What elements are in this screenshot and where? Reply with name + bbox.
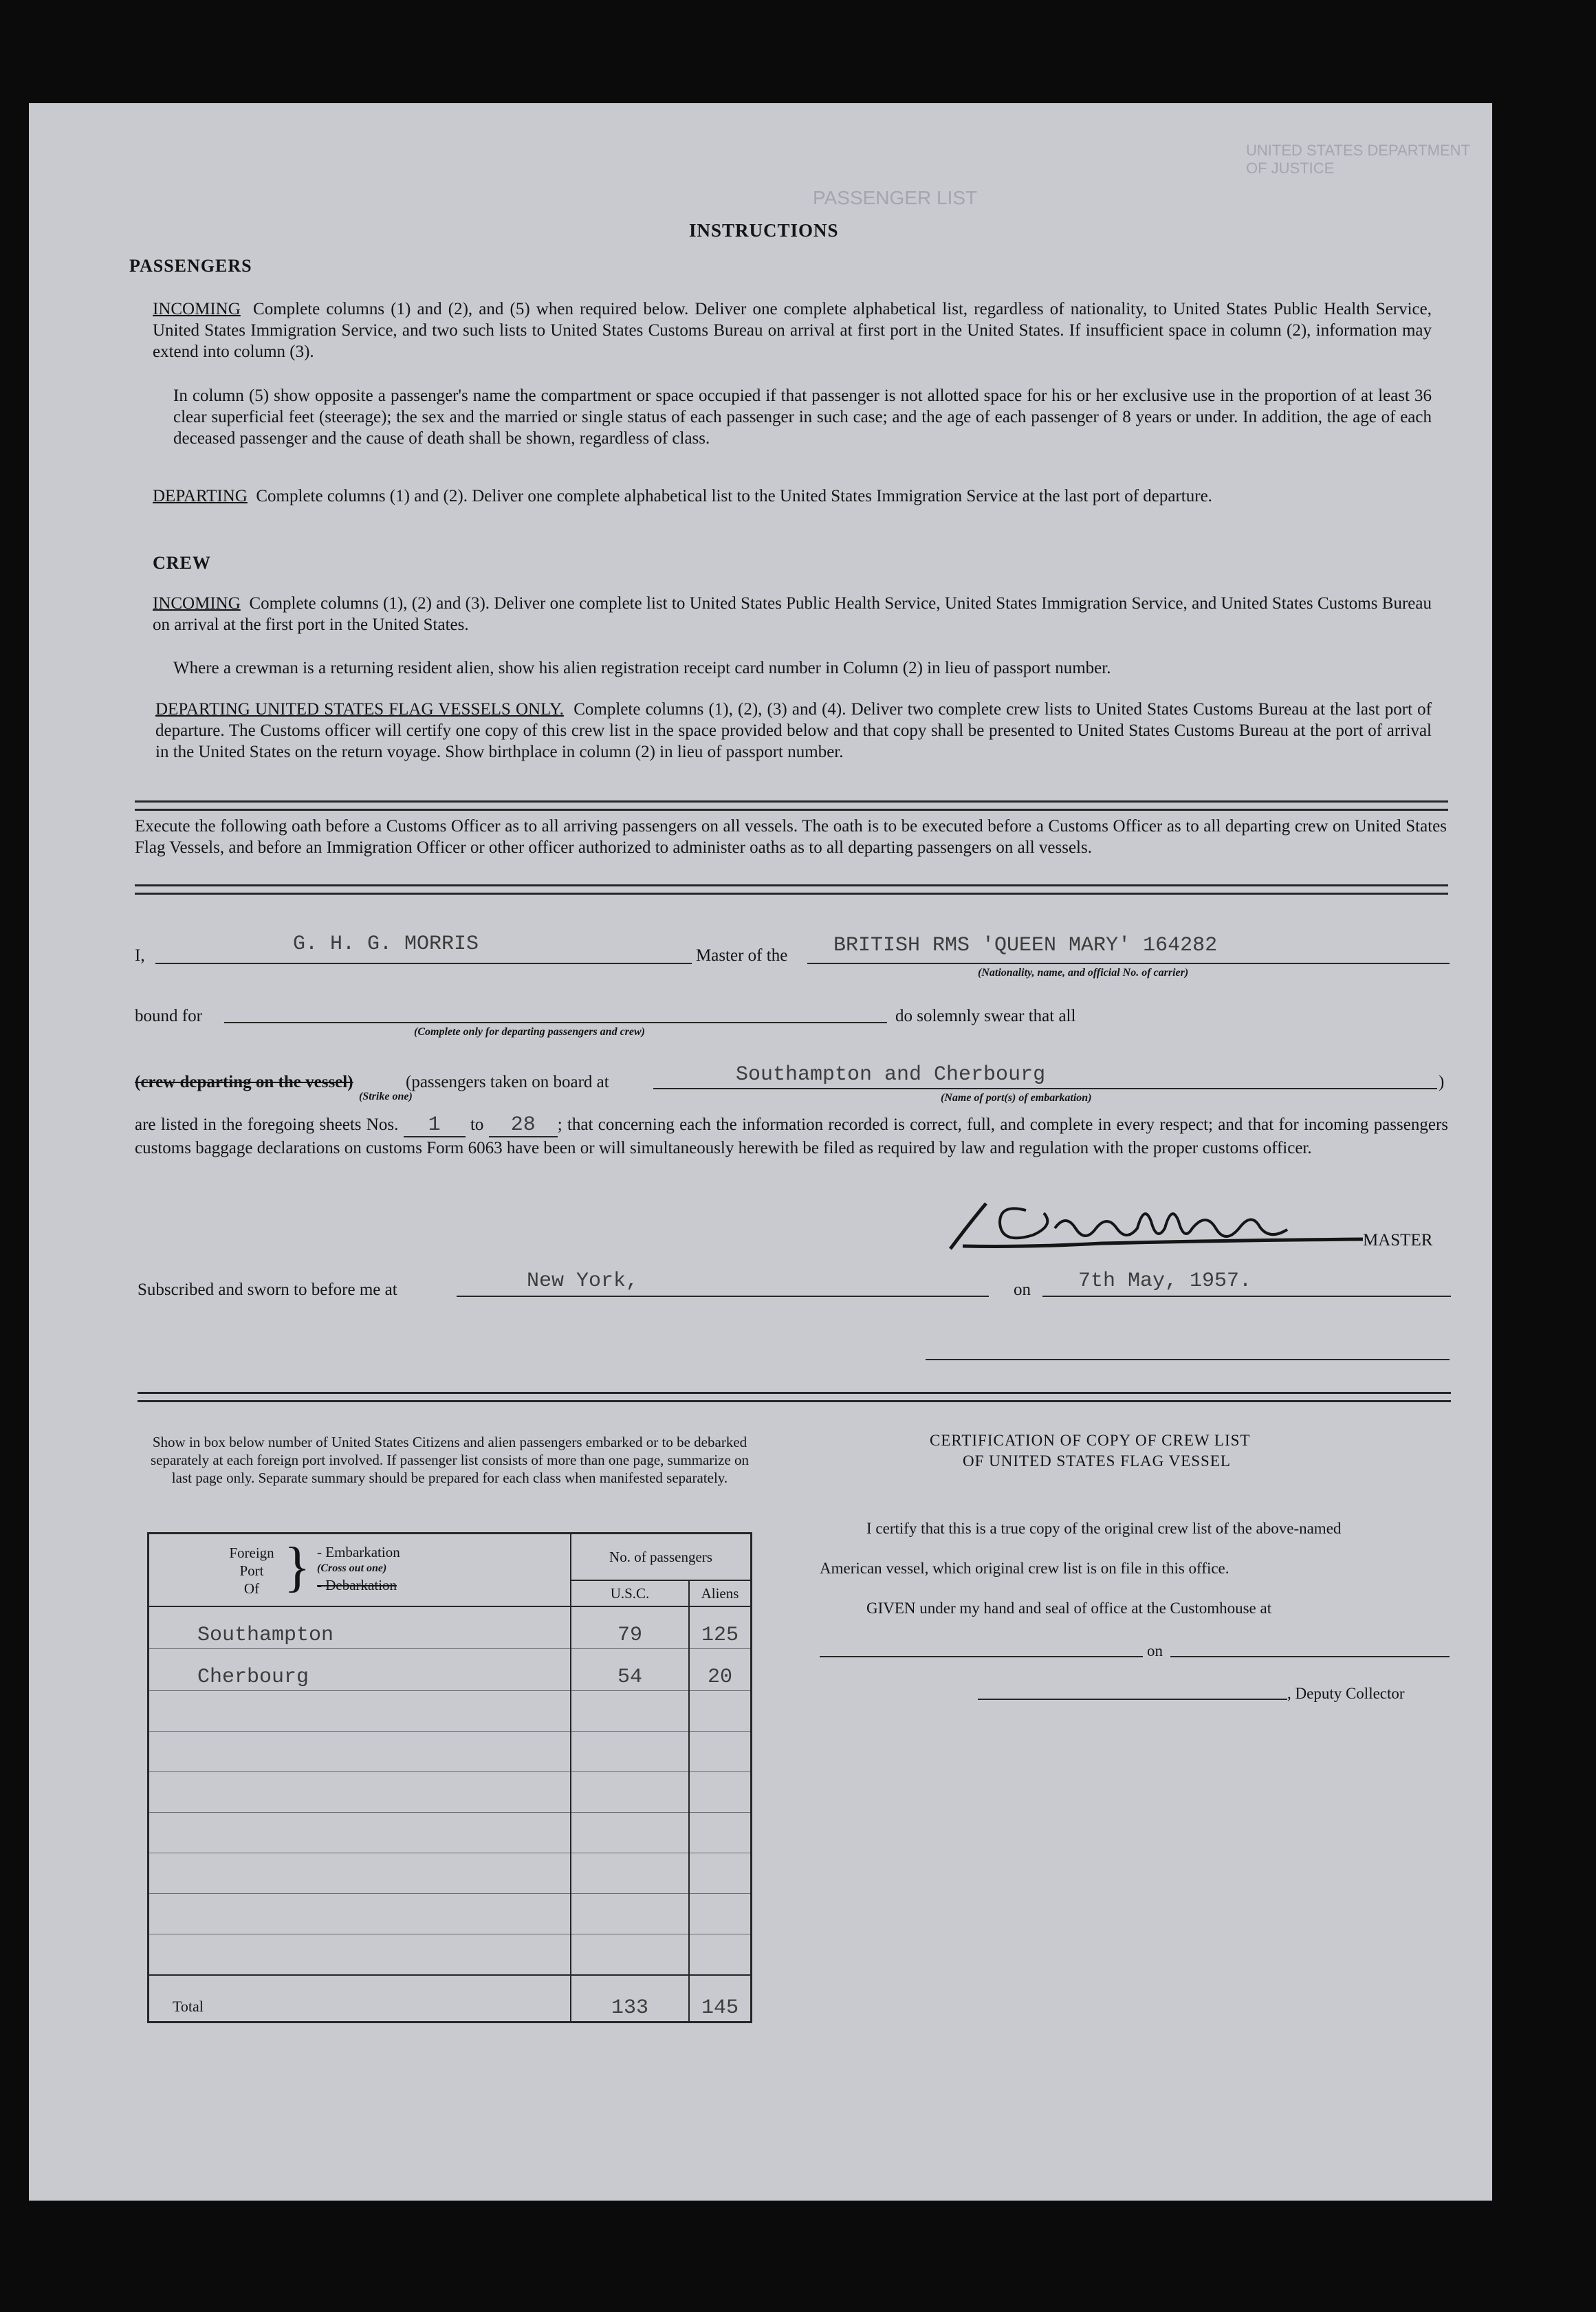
master-name-line <box>155 963 692 964</box>
total-label: Total <box>149 1975 571 2022</box>
certification-heading-2: OF UNITED STATES FLAG VESSEL <box>963 1452 1231 1470</box>
passengers-count-header: No. of passengers <box>571 1534 752 1581</box>
ports-caption: (Name of port(s) of embarkation) <box>941 1092 1092 1104</box>
passengers-departing-label: DEPARTING <box>153 487 248 505</box>
total-row <box>149 1975 752 2022</box>
certification-text-1: I certify that this is a true copy of the original crew list of the above-named <box>866 1520 1342 1537</box>
passengers-taken-label: (passengers taken on board at <box>406 1073 609 1091</box>
crew-heading: CREW <box>153 553 211 573</box>
sworn-label: Subscribed and sworn to before me at <box>138 1280 397 1299</box>
sheet-from: 1 <box>404 1115 466 1137</box>
row-port: Southampton <box>149 1606 571 1649</box>
certification-date-line <box>1170 1656 1450 1657</box>
certification-text-2: American vessel, which original crew list is on file in this office. <box>820 1560 1229 1577</box>
crew-incoming-paragraph <box>153 593 1432 635</box>
sworn-place: New York, <box>527 1269 639 1293</box>
column5-paragraph: In column (5) show opposite a passenger's name the compartment or space occupied if that passenger is not allotted space for his or her exclusive use in the proportion of at least 36 clear superficial feet (steerage); the sex and the married or single status of each passenger in such case; and the age of each passenger of 8 years or under. In addition, the age of each deceased passenger and the cause of death shall be shown, regardless of class. <box>173 386 1432 448</box>
empty-row <box>149 1813 752 1853</box>
sheet-to: 28 <box>489 1115 558 1137</box>
empty-row <box>149 1732 752 1772</box>
customhouse-line <box>820 1656 1143 1657</box>
table-row <box>149 1649 752 1691</box>
bleed-through-department: UNITED STATES DEPARTMENT OF JUSTICE <box>1246 142 1470 177</box>
empty-row <box>149 1934 752 1976</box>
section-divider <box>135 800 1448 811</box>
sworn-date-line <box>1042 1296 1451 1297</box>
master-label: MASTER <box>1363 1231 1433 1250</box>
passengers-heading: PASSENGERS <box>129 256 252 276</box>
certification-heading-1: CERTIFICATION OF COPY OF CREW LIST <box>930 1432 1251 1449</box>
crew-departing-label: DEPARTING UNITED STATES FLAG VESSELS ONLY. <box>155 700 564 719</box>
deputy-collector-label: , Deputy Collector <box>1287 1685 1405 1702</box>
master-of-label: Master of the <box>696 946 788 965</box>
row-port: Cherbourg <box>149 1649 571 1691</box>
passengers-departing-paragraph <box>153 486 1432 507</box>
crew-departing-struck: (crew departing on the vessel) <box>135 1073 353 1091</box>
row-aliens: 125 <box>689 1606 752 1649</box>
strike-caption: (Strike one) <box>359 1091 413 1102</box>
sworn-place-line <box>457 1296 989 1297</box>
sheets-paragraph <box>135 1114 1448 1159</box>
empty-row <box>149 1691 752 1732</box>
port-label: Port <box>239 1562 264 1579</box>
table-row <box>149 1606 752 1649</box>
aliens-header: Aliens <box>689 1580 752 1606</box>
summary-divider <box>138 1392 1451 1402</box>
deputy-signature-line <box>978 1699 1287 1700</box>
row-usc: 54 <box>571 1649 689 1691</box>
usc-header: U.S.C. <box>571 1580 689 1606</box>
carrier-name: BRITISH RMS 'QUEEN MARY' 164282 <box>833 934 1218 957</box>
bound-for-caption: (Complete only for departing passengers and crew) <box>414 1026 645 1038</box>
master-signature <box>923 1180 1377 1263</box>
row-usc: 79 <box>571 1606 689 1649</box>
empty-row <box>149 1772 752 1813</box>
passengers-incoming-paragraph <box>153 298 1432 362</box>
cross-out-caption: (Cross out one) <box>317 1562 387 1574</box>
ports-line <box>653 1088 1437 1089</box>
officer-signature-line <box>926 1359 1450 1360</box>
summary-instructions: Show in box below number of United States Citizens and alien passengers embarked or to be debarked separately at each foreign port involved. If passenger list consists of more than one page, summarize on last page only. Separate summary should be prepared for each class when manifested separately. <box>150 1434 750 1486</box>
to-label: to <box>470 1115 484 1134</box>
passengers-incoming-label: INCOMING <box>153 300 241 318</box>
oath-divider <box>135 884 1448 895</box>
bound-for-line <box>224 1022 887 1023</box>
ports-close-paren: ) <box>1439 1073 1445 1091</box>
debarkation-struck: - Debarkation <box>317 1577 397 1593</box>
swear-label: do solemnly swear that all <box>895 1007 1076 1025</box>
oath-i-label: I, <box>135 946 145 965</box>
embarkation-label: - Embarkation <box>317 1544 400 1560</box>
row-aliens: 20 <box>689 1649 752 1691</box>
sworn-date: 7th May, 1957. <box>1078 1269 1252 1293</box>
carrier-caption: (Nationality, name, and official No. of carrier) <box>978 967 1189 979</box>
listed-label: are listed in the foregoing sheets Nos. <box>135 1115 399 1134</box>
total-usc: 133 <box>571 1975 689 2022</box>
bound-for-label: bound for <box>135 1007 202 1025</box>
crew-resident-paragraph: Where a crewman is a returning resident alien, show his alien registration receipt card number in Column (2) in lieu of passport number. <box>173 659 1111 677</box>
document-page <box>29 103 1492 2201</box>
master-name: G. H. G. MORRIS <box>293 933 479 956</box>
empty-row <box>149 1894 752 1934</box>
carrier-line <box>807 963 1450 964</box>
foreign-label: Foreign <box>229 1545 274 1561</box>
certification-on-label: on <box>1147 1642 1163 1659</box>
bleed-through-header: PASSENGER LIST <box>813 187 978 208</box>
crew-departing-text: Complete columns (1), (2), (3) and (4). Deliver two complete crew lists to United States Customs Bureau at the last port of departure. The Customs officer will certify one copy of this crew list in the space provided below and that copy shall be presented to United States Customs Bureau at the port of arrival in the United States on the return voyage. Show birthplace in column (2) in lieu of passport number. <box>155 700 1432 761</box>
total-aliens: 145 <box>689 1975 752 2022</box>
sworn-on-label: on <box>1014 1280 1031 1299</box>
passengers-departing-text: Complete columns (1) and (2). Deliver one complete alphabetical list to the United States Immigration Service at the last port of departure. <box>256 487 1212 505</box>
page-title: INSTRUCTIONS <box>689 220 839 241</box>
empty-row <box>149 1853 752 1894</box>
certification-text-3: GIVEN under my hand and seal of office at the Customhouse at <box>866 1600 1272 1617</box>
of-label: Of <box>243 1580 260 1597</box>
crew-incoming-label: INCOMING <box>153 594 241 613</box>
concerning-text: ; that concerning each the information recorded is correct, full, and complete in every respect; and that for incoming passengers customs baggage declarations on customs Form 6063 have been or will simultaneously herewith be filed as required by law and regulation with the proper customs officer. <box>135 1115 1448 1157</box>
oath-instructions: Execute the following oath before a Customs Officer as to all arriving passengers on all vessels. The oath is to be executed before a Customs Officer as to all departing crew on United States Flag Vessels, and before an Immigration Officer or other officer authorized to administer oaths as to all departing passengers on all vessels. <box>135 817 1447 857</box>
crew-departing-paragraph <box>155 699 1432 763</box>
header-brace: } <box>284 1537 311 1597</box>
passengers-incoming-text: Complete columns (1) and (2), and (5) when required below. Deliver one complete alphabetical list, regardless of nationality, to United States Public Health Service, United States Immigration Service, and two such lists to United States Customs Bureau on arrival at first port in the United States. If insufficient space in column (2), information may extend into column (3). <box>153 300 1432 361</box>
passenger-summary-table <box>147 1532 752 2023</box>
embarkation-ports: Southampton and Cherbourg <box>736 1063 1046 1087</box>
crew-incoming-text: Complete columns (1), (2) and (3). Deliver one complete list to United States Public Health Service, United States Immigration Service, and United States Customs Bureau on arrival at the first port in the United States. <box>153 594 1432 634</box>
foreign-port-header <box>149 1534 571 1607</box>
